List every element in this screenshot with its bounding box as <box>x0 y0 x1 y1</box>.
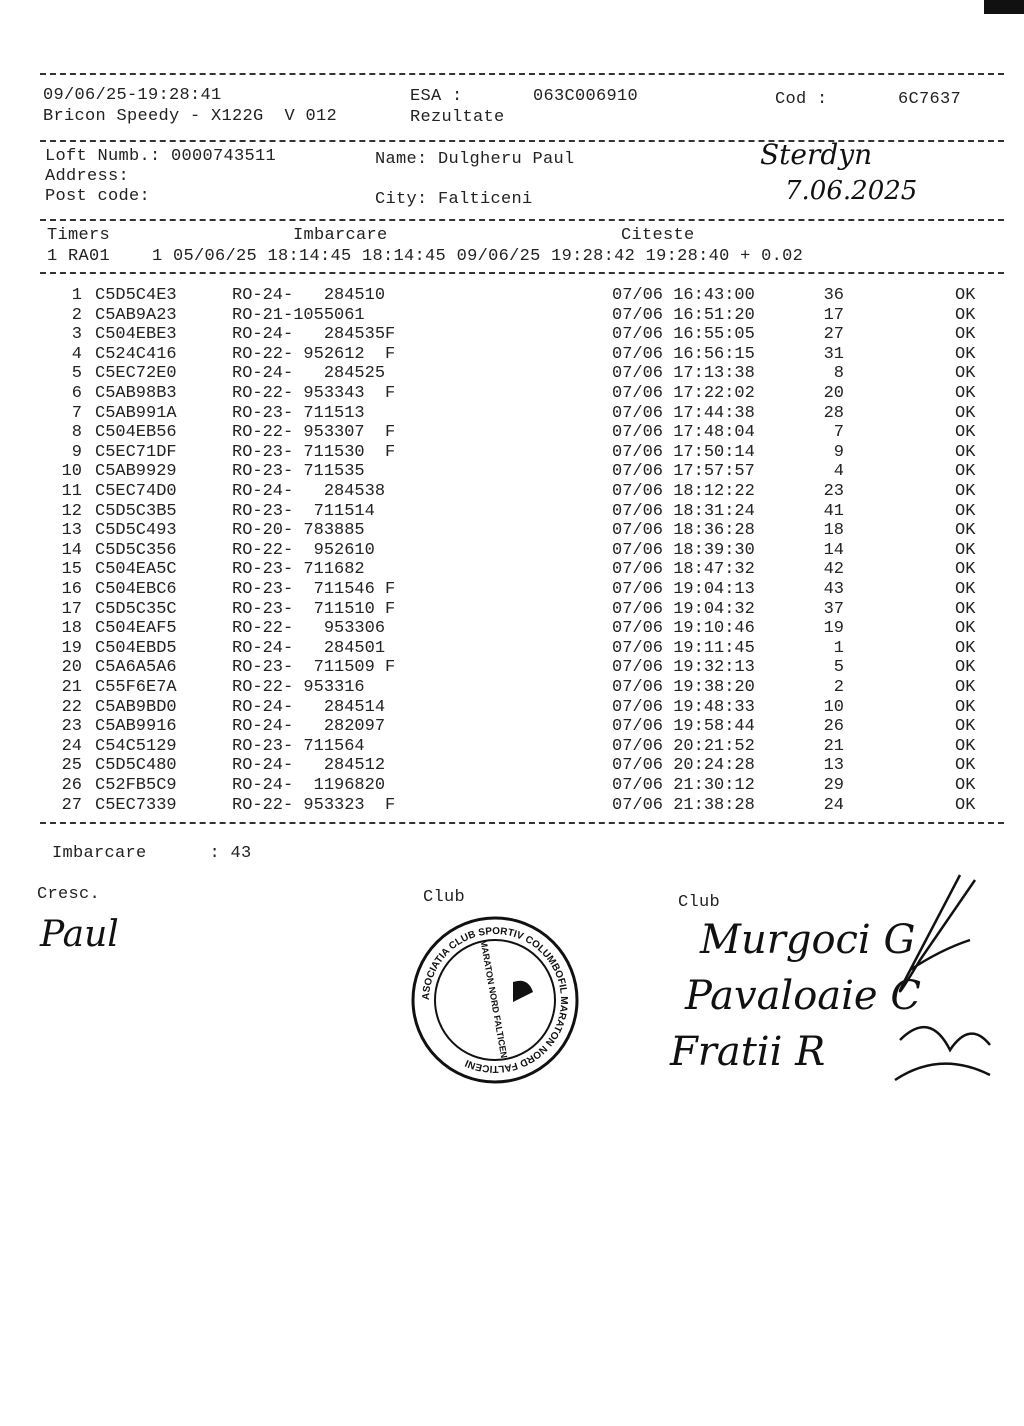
chip-id: C5AB9A23 <box>95 305 177 325</box>
arrival-time: 07/06 17:22:02 <box>612 384 755 403</box>
row-index: 27 <box>61 795 82 815</box>
row-index: 17 <box>61 599 82 619</box>
row-index: 7 <box>71 403 82 423</box>
chip-id: C55F6E7A <box>95 678 177 697</box>
rank: 23 <box>823 482 844 501</box>
arrival-time: 07/06 18:12:22 <box>612 482 755 501</box>
chip-id: C54C5129 <box>95 736 177 756</box>
status: OK <box>955 521 976 541</box>
esa-value: 063C006910 <box>533 87 639 106</box>
status: OK <box>955 501 976 521</box>
status: OK <box>955 384 976 403</box>
table-row <box>0 717 1024 736</box>
address: Address: <box>45 167 130 186</box>
status: OK <box>955 560 976 580</box>
ring-number: RO-22- 953323 F <box>232 795 396 815</box>
arrival-time: 07/06 21:30:12 <box>612 776 755 795</box>
row-index: 21 <box>61 678 82 697</box>
rank: 14 <box>823 540 844 560</box>
club-signature-2: Pavaloaie C <box>685 973 921 1019</box>
status: OK <box>955 717 976 737</box>
rank: 9 <box>833 442 844 462</box>
loft-number: Loft Numb.: 0000743511 <box>45 147 277 166</box>
chip-id: C5EC71DF <box>95 442 177 462</box>
row-index: 6 <box>71 384 82 403</box>
status: OK <box>955 344 976 364</box>
row-index: 15 <box>61 560 82 580</box>
arrival-time: 07/06 19:58:44 <box>612 717 755 737</box>
status: OK <box>955 756 976 776</box>
table-row <box>0 443 1024 462</box>
rank: 4 <box>833 462 844 482</box>
table-row <box>0 796 1024 815</box>
ring-number: RO-22- 953307 F <box>232 423 396 443</box>
chip-id: C52FB5C9 <box>95 776 177 795</box>
status: OK <box>955 540 976 560</box>
ring-number: RO-22- 953316 <box>232 678 365 697</box>
arrival-time: 07/06 17:48:04 <box>612 423 755 443</box>
chip-id: C5AB991A <box>95 403 177 423</box>
rank: 37 <box>823 599 844 619</box>
rank: 27 <box>823 325 844 345</box>
ring-number: RO-22- 952610 <box>232 540 375 560</box>
table-row <box>0 698 1024 717</box>
chip-id: C5AB9929 <box>95 462 177 482</box>
rank: 21 <box>823 736 844 756</box>
row-index: 18 <box>61 619 82 639</box>
city: City: Falticeni <box>375 190 533 209</box>
row-index: 3 <box>71 325 82 345</box>
ring-number: RO-24- 284501 <box>232 638 386 658</box>
table-row <box>0 580 1024 599</box>
rank: 8 <box>833 364 844 384</box>
status: OK <box>955 442 976 462</box>
ring-number: RO-23- 711509 F <box>232 658 396 678</box>
ring-number: RO-23- 711535 <box>232 462 365 482</box>
table-row <box>0 560 1024 579</box>
rank: 5 <box>833 658 844 678</box>
timer-line: 1 RA01 1 05/06/25 18:14:45 18:14:45 09/06/25 19:28:42 19:28:40 + 0.02 <box>47 247 804 266</box>
arrival-time: 07/06 19:48:33 <box>612 697 755 717</box>
status: OK <box>955 305 976 325</box>
row-index: 13 <box>61 521 82 541</box>
arrival-time: 07/06 18:47:32 <box>612 560 755 580</box>
table-row <box>0 364 1024 383</box>
row-index: 19 <box>61 638 82 658</box>
rank: 41 <box>823 501 844 521</box>
chip-id: C5EC74D0 <box>95 482 177 501</box>
ring-number: RO-24- 284512 <box>232 756 386 776</box>
row-index: 12 <box>61 501 82 521</box>
chip-id: C5D5C493 <box>95 521 177 541</box>
arrival-time: 07/06 19:04:32 <box>612 599 755 619</box>
row-index: 14 <box>61 540 82 560</box>
imbarcare-label: Imbarcare <box>293 226 388 245</box>
table-row <box>0 345 1024 364</box>
arrival-time: 07/06 18:36:28 <box>612 521 755 541</box>
status: OK <box>955 776 976 795</box>
rank: 36 <box>823 286 844 305</box>
ring-number: RO-23- 711546 F <box>232 580 396 599</box>
arrival-time: 07/06 18:39:30 <box>612 540 755 560</box>
ring-number: RO-23- 711514 <box>232 501 375 521</box>
rank: 26 <box>823 717 844 737</box>
ring-number: RO-23- 711564 <box>232 736 365 756</box>
chip-id: C5D5C4E3 <box>95 286 177 305</box>
rank: 13 <box>823 756 844 776</box>
table-row <box>0 404 1024 423</box>
arrival-time: 07/06 17:44:38 <box>612 403 755 423</box>
row-index: 22 <box>61 697 82 717</box>
table-row <box>0 658 1024 677</box>
ring-number: RO-24- 282097 <box>232 717 386 737</box>
table-row <box>0 384 1024 403</box>
chip-id: C5D5C480 <box>95 756 177 776</box>
arrival-time: 07/06 19:10:46 <box>612 619 755 639</box>
rank: 20 <box>823 384 844 403</box>
ring-number: RO-24- 284514 <box>232 697 386 717</box>
device-name: Bricon Speedy - X122G V 012 <box>43 107 338 126</box>
divider <box>40 219 1004 221</box>
ring-number: RO-23- 711530 F <box>232 442 396 462</box>
ring-number: RO-24- 284535F <box>232 325 396 345</box>
row-index: 25 <box>61 756 82 776</box>
row-index: 1 <box>71 286 82 305</box>
rank: 17 <box>823 305 844 325</box>
row-index: 23 <box>61 717 82 737</box>
table-row <box>0 462 1024 481</box>
status: OK <box>955 599 976 619</box>
chip-id: C5A6A5A6 <box>95 658 177 678</box>
chip-id: C504EBE3 <box>95 325 177 345</box>
rank: 24 <box>823 795 844 815</box>
cod-value: 6C7637 <box>898 90 962 109</box>
cresc-label: Cresc. <box>37 885 101 904</box>
divider <box>40 73 1004 75</box>
status: OK <box>955 286 976 305</box>
status: OK <box>955 403 976 423</box>
table-row <box>0 678 1024 697</box>
cresc-signature: Paul <box>40 914 119 955</box>
chip-id: C504EB56 <box>95 423 177 443</box>
arrival-time: 07/06 19:38:20 <box>612 678 755 697</box>
ring-number: RO-23- 711513 <box>232 403 365 423</box>
club-stamp <box>405 910 585 1090</box>
ring-number: RO-22- 953343 F <box>232 384 396 403</box>
arrival-time: 07/06 20:24:28 <box>612 756 755 776</box>
arrival-time: 07/06 19:11:45 <box>612 638 755 658</box>
arrival-time: 07/06 17:57:57 <box>612 462 755 482</box>
rank: 31 <box>823 344 844 364</box>
status: OK <box>955 482 976 501</box>
club-label: Club <box>678 893 721 912</box>
arrival-time: 07/06 16:55:05 <box>612 325 755 345</box>
chip-id: C5EC72E0 <box>95 364 177 384</box>
esa-label: ESA : <box>410 87 463 106</box>
arrival-time: 07/06 17:13:38 <box>612 364 755 384</box>
status: OK <box>955 423 976 443</box>
chip-id: C5AB98B3 <box>95 384 177 403</box>
report-title: Rezultate <box>410 108 505 127</box>
status: OK <box>955 364 976 384</box>
chip-id: C5AB9916 <box>95 717 177 737</box>
chip-id: C504EAF5 <box>95 619 177 639</box>
chip-id: C504EA5C <box>95 560 177 580</box>
rank: 19 <box>823 619 844 639</box>
row-index: 20 <box>61 658 82 678</box>
handwritten-date: 7.06.2025 <box>785 176 918 206</box>
table-row <box>0 423 1024 442</box>
status: OK <box>955 580 976 599</box>
arrival-time: 07/06 19:32:13 <box>612 658 755 678</box>
imbarcare-total: Imbarcare : 43 <box>52 844 252 863</box>
ring-number: RO-24- 284538 <box>232 482 386 501</box>
stamp-ring-text: ASOCIATIA CLUB SPORTIV COLUMBOFIL MARATON NORD FALTICENI <box>420 925 570 1075</box>
ring-number: RO-22- 953306 <box>232 619 386 639</box>
table-row <box>0 286 1024 305</box>
table-row <box>0 737 1024 756</box>
rank: 29 <box>823 776 844 795</box>
stamp-inner-text: MARATON NORD FALTICENI <box>478 938 510 1062</box>
ring-number: RO-24- 284525 <box>232 364 386 384</box>
chip-id: C504EBC6 <box>95 580 177 599</box>
post-code: Post code: <box>45 187 151 206</box>
signature-scribble <box>880 870 1000 1110</box>
row-index: 11 <box>61 482 82 501</box>
arrival-time: 07/06 21:38:28 <box>612 795 755 815</box>
table-row <box>0 600 1024 619</box>
rank: 42 <box>823 560 844 580</box>
chip-id: C5D5C356 <box>95 540 177 560</box>
row-index: 10 <box>61 462 82 482</box>
status: OK <box>955 462 976 482</box>
status: OK <box>955 638 976 658</box>
table-row <box>0 325 1024 344</box>
status: OK <box>955 325 976 345</box>
ring-number: RO-23- 711682 <box>232 560 365 580</box>
table-row <box>0 306 1024 325</box>
table-row <box>0 502 1024 521</box>
chip-id: C5D5C3B5 <box>95 501 177 521</box>
row-index: 16 <box>61 580 82 599</box>
row-index: 4 <box>71 344 82 364</box>
arrival-time: 07/06 16:51:20 <box>612 305 755 325</box>
status: OK <box>955 678 976 697</box>
row-index: 2 <box>71 305 82 325</box>
row-index: 26 <box>61 776 82 795</box>
cod-label: Cod : <box>775 90 828 109</box>
row-index: 24 <box>61 736 82 756</box>
arrival-time: 07/06 20:21:52 <box>612 736 755 756</box>
rank: 1 <box>833 638 844 658</box>
divider <box>40 822 1004 824</box>
row-index: 5 <box>71 364 82 384</box>
chip-id: C5AB9BD0 <box>95 697 177 717</box>
ring-number: RO-24- 1196820 <box>232 776 386 795</box>
rank: 2 <box>833 678 844 697</box>
chip-id: C504EBD5 <box>95 638 177 658</box>
fancier-name: Name: Dulgheru Paul <box>375 150 575 169</box>
table-row <box>0 482 1024 501</box>
chip-id: C5EC7339 <box>95 795 177 815</box>
arrival-time: 07/06 16:56:15 <box>612 344 755 364</box>
rank: 43 <box>823 580 844 599</box>
status: OK <box>955 736 976 756</box>
ring-number: RO-21-1055061 <box>232 305 365 325</box>
timers-label: Timers <box>47 226 111 245</box>
ring-number: RO-20- 783885 <box>232 521 365 541</box>
rank: 28 <box>823 403 844 423</box>
status: OK <box>955 619 976 639</box>
club-signature-3: Fratii R <box>670 1029 826 1075</box>
status: OK <box>955 795 976 815</box>
table-row <box>0 521 1024 540</box>
ring-number: RO-24- 284510 <box>232 286 386 305</box>
handwritten-place: Sterdyn <box>760 138 873 171</box>
table-row <box>0 619 1024 638</box>
row-index: 8 <box>71 423 82 443</box>
citeste-label: Citeste <box>621 226 695 245</box>
table-row <box>0 541 1024 560</box>
table-row <box>0 639 1024 658</box>
rank: 7 <box>833 423 844 443</box>
divider <box>40 272 1004 274</box>
row-index: 9 <box>71 442 82 462</box>
scan-edge <box>984 0 1024 14</box>
table-row <box>0 776 1024 795</box>
arrival-time: 07/06 16:43:00 <box>612 286 755 305</box>
chip-id: C524C416 <box>95 344 177 364</box>
arrival-time: 07/06 19:04:13 <box>612 580 755 599</box>
ring-number: RO-23- 711510 F <box>232 599 396 619</box>
chip-id: C5D5C35C <box>95 599 177 619</box>
arrival-time: 07/06 18:31:24 <box>612 501 755 521</box>
print-datetime: 09/06/25-19:28:41 <box>43 86 222 105</box>
club-signature-1: Murgoci G <box>700 917 916 963</box>
ring-number: RO-22- 952612 F <box>232 344 396 364</box>
club-label: Club <box>423 888 466 907</box>
status: OK <box>955 697 976 717</box>
rank: 18 <box>823 521 844 541</box>
rank: 10 <box>823 697 844 717</box>
status: OK <box>955 658 976 678</box>
arrival-time: 07/06 17:50:14 <box>612 442 755 462</box>
table-row <box>0 756 1024 775</box>
